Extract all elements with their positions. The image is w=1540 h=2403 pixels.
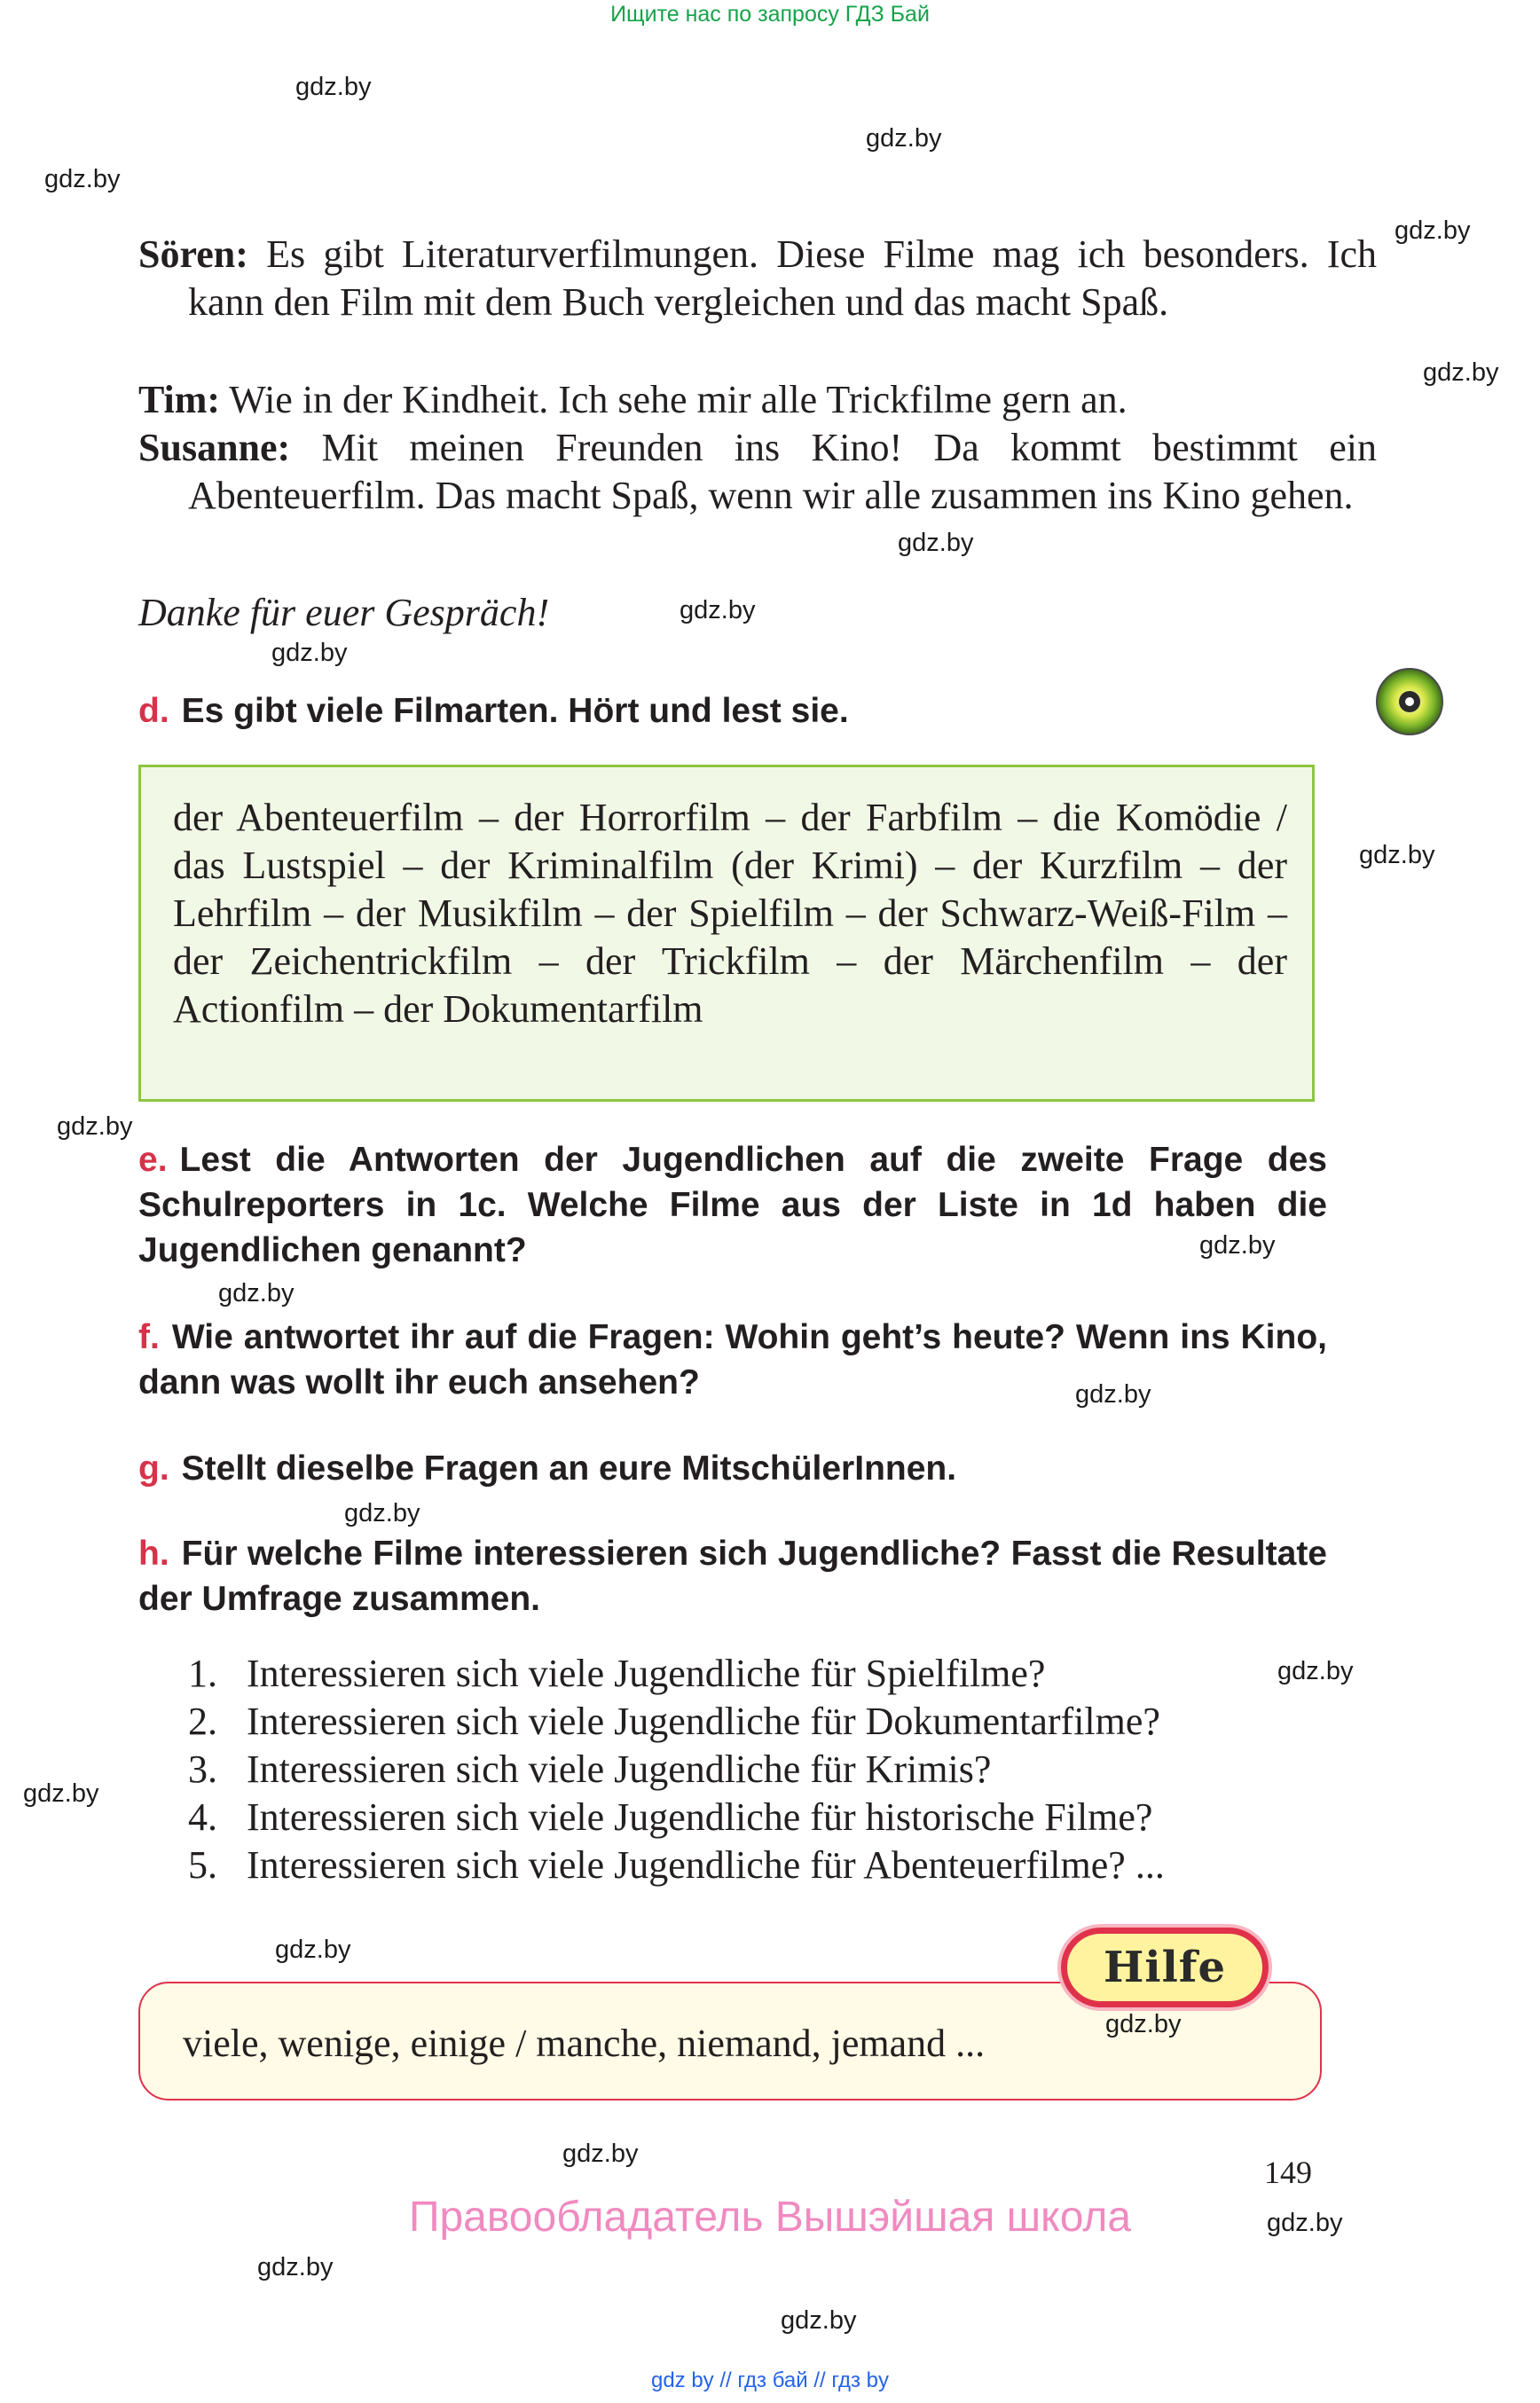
question-text: Interessieren sich viele Jugendliche für Spielfilme? [247,1652,1046,1695]
hilfe-words: viele, wenige, einige / manche, niemand, jemand ... [183,2022,986,2065]
dialogue-text: Es gibt Literaturverfilmungen. Diese Filme mag ich besonders. Ich kann den Film mit dem Buch vergleichen und das macht Spaß. [188,232,1377,324]
question-number: 3. [188,1747,217,1791]
speaker-name: Susanne: [138,426,291,469]
watermark: gdz.by [275,1936,351,1964]
watermark: gdz.by [218,1279,295,1308]
watermark: gdz.by [1199,1231,1276,1260]
task-letter: g. [138,1449,169,1488]
list-item [188,1842,1165,1889]
list-item [188,1746,1165,1794]
question-number: 2. [188,1700,217,1743]
question-text: Interessieren sich viele Jugendliche für historische Filme? [247,1795,1153,1839]
closing-remark: Danke für euer Gespräch! [138,591,550,634]
watermark: gdz.by [1075,1380,1151,1409]
task-f [138,1315,1327,1405]
task-h [138,1531,1327,1622]
dialogue-text: Mit meinen Freunden ins Kino! Da kommt bestimmt ein Abenteuerfilm. Das macht Spaß, wenn wir alle zusammen ins Kino gehen. [188,426,1377,517]
watermark: gdz.by [271,639,348,667]
task-letter: e. [138,1141,168,1179]
task-letter: f. [138,1318,160,1356]
footer-links[interactable]: gdz by // гдз бай // гдз by [650,2368,890,2392]
task-d [138,688,1327,734]
question-text: Interessieren sich viele Jugendliche für Dokumentarfilme? [247,1700,1160,1743]
watermark: gdz.by [1277,1657,1354,1685]
copyright-notice: Правообладатель Вышэйшая школа [408,2194,1132,2241]
dialogue-text: Wie in der Kindheit. Ich sehe mir alle Trickfilme gern an. [220,378,1128,421]
watermark: gdz.by [562,2140,639,2168]
film-types-list: der Abenteuerfilm – der Horrorfilm – der Farbfilm – die Komödie / das Lustspiel – der Kriminalfilm (der Krimi) – der Kurzfilm – der Lehrfilm – der Musikfilm – der Spielfilm – der Schwarz-Weiß-Film – der Zeichentrickfilm – der Trickfilm – der Märchenfilm – der Actionfilm – der Dokumentarfilm [173,796,1287,1031]
question-text: Interessieren sich viele Jugendliche für Krimis? [247,1747,992,1791]
watermark: gdz.by [44,165,121,193]
cd-disc-icon[interactable] [1375,667,1444,736]
task-letter: d. [138,692,169,730]
film-types-box [138,765,1315,1102]
top-banner: Ищите нас по запросу ГДЗ Бай [610,2,930,27]
question-text: Interessieren sich viele Jugendliche für Abenteuerfilme? ... [247,1843,1165,1887]
watermark: gdz.by [898,529,974,557]
task-text: Lest die Antworten der Jugendlichen auf die zweite Frage des Schulreporters in 1c. Welche Filme aus der Liste in 1d haben die Jugendlichen genannt? [138,1141,1327,1269]
question-number: 1. [188,1652,217,1695]
watermark: gdz.by [1423,358,1499,387]
list-item [188,1650,1165,1698]
watermark: gdz.by [1267,2209,1343,2237]
question-number: 5. [188,1843,217,1887]
watermark: gdz.by [57,1112,133,1141]
task-letter: h. [138,1535,169,1573]
watermark: gdz.by [781,2306,857,2335]
survey-questions [188,1650,1165,1889]
task-text: Stellt dieselbe Fragen an eure MitschülerInnen. [181,1449,957,1488]
watermark: gdz.by [680,596,756,624]
hilfe-badge [1061,1928,1269,2007]
list-item [188,1794,1165,1842]
task-e [138,1137,1327,1273]
task-text: Für welche Filme interessieren sich Jugendliche? Fasst die Resultate der Umfrage zusammen. [138,1535,1327,1618]
question-number: 4. [188,1795,217,1839]
dialogue-susanne [138,424,1377,520]
task-g [138,1446,1327,1491]
watermark: gdz.by [1395,216,1471,245]
watermark: gdz.by [257,2253,334,2281]
watermark: gdz.by [1359,841,1435,869]
watermark: gdz.by [295,73,372,101]
speaker-name: Sören: [138,232,248,276]
dialogue-soren [138,231,1377,326]
watermark: gdz.by [23,1779,99,1808]
task-text: Es gibt viele Filmarten. Hört und lest sie. [181,692,849,730]
watermark: gdz.by [1105,2010,1182,2038]
page-number: 149 [1264,2155,1312,2190]
task-text: Wie antwortet ihr auf die Fragen: Wohin geht’s heute? Wenn ins Kino, dann was wollt ihr euch ansehen? [138,1318,1327,1402]
watermark: gdz.by [344,1499,420,1527]
list-item [188,1698,1165,1746]
watermark: gdz.by [866,124,942,153]
hilfe-label: Hilfe [1103,1943,1226,1992]
speaker-name: Tim: [138,378,221,421]
dialogue-tim [138,376,1377,424]
